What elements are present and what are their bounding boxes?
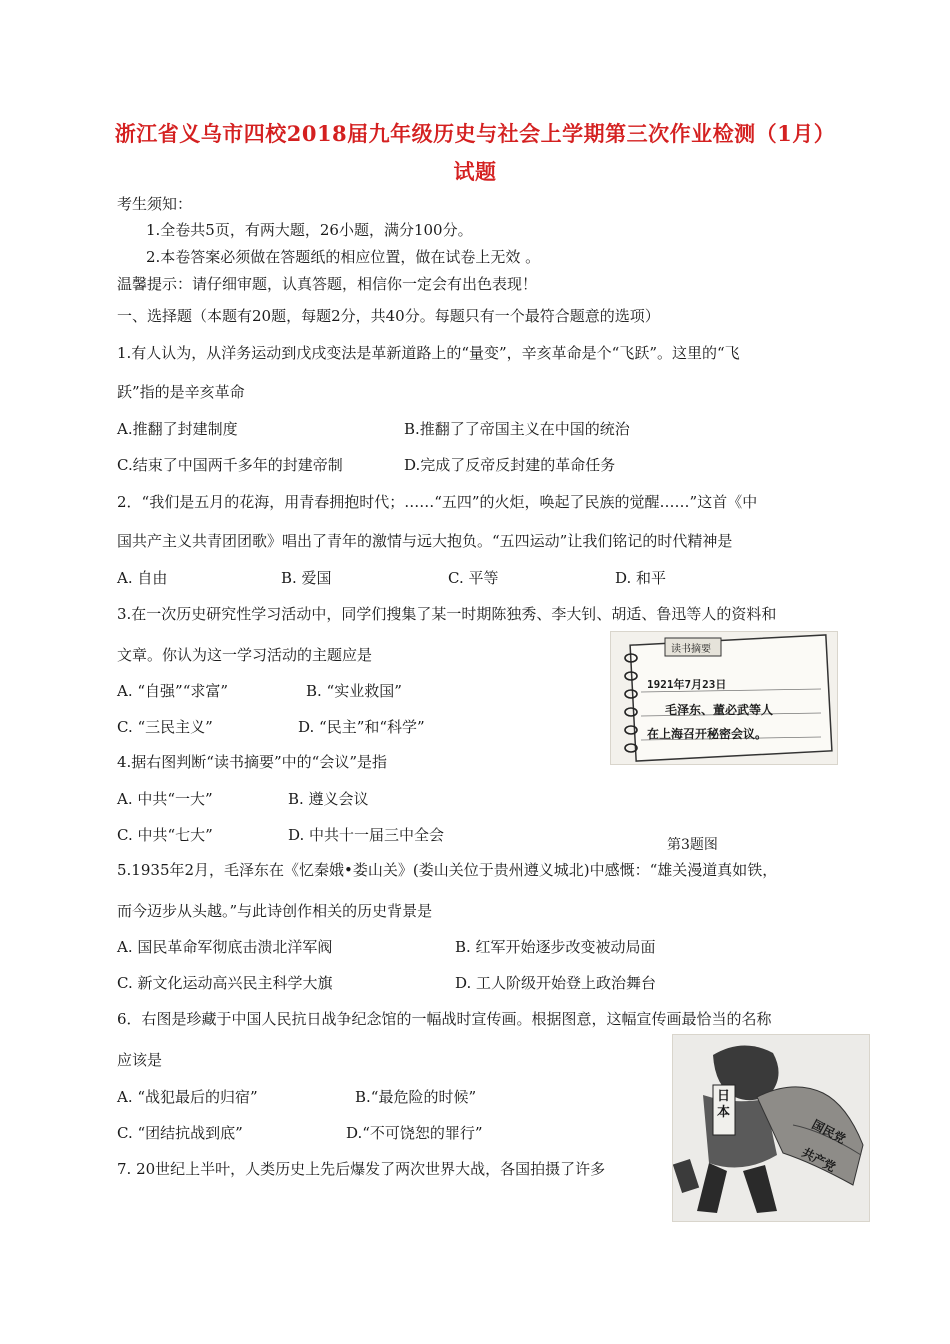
- question-2-option-a: A. 自由: [117, 569, 168, 587]
- question-6-option-d: D.“不可饶恕的罪行”: [346, 1124, 483, 1142]
- question-2-line2: 国共产主义共青团团歌》唱出了青年的激情与远大抱负。“五四运动”让我们铭记的时代精神是: [117, 532, 733, 550]
- question-1-option-d: D.完成了反帝反封建的革命任务: [404, 456, 616, 474]
- question-2-option-b: B. 爱国: [281, 569, 332, 587]
- notebook-date: 1921年7月23日: [647, 678, 727, 691]
- question-5-line2: 而今迈步从头越。”与此诗创作相关的历史背景是: [117, 902, 433, 920]
- reminder: 温馨提示：请仔细审题，认真答题，相信你一定会有出色表现！: [117, 275, 538, 293]
- notebook-tag: 读书摘要: [671, 644, 711, 655]
- poster-label-japan: 日本: [717, 1089, 731, 1120]
- notice-item-2: 2.本卷答案必须做在答题纸的相应位置，做在试卷上无效 。: [146, 248, 541, 266]
- question-7-line1: 7. 20世纪上半叶，人类历史上先后爆发了两次世界大战，各国拍摄了许多: [117, 1160, 606, 1178]
- question-1-line1: 1.有人认为，从洋务运动到戊戌变法是革新道路上的“量变”，辛亥革命是个“飞跃”。这里的“飞: [117, 344, 740, 362]
- question-4-option-a: A. 中共“一大”: [117, 790, 213, 808]
- notebook-illustration: [611, 632, 837, 764]
- poster-label-ccp: 共产党: [799, 1145, 838, 1175]
- question-5-option-d: D. 工人阶级开始登上政治舞台: [455, 974, 657, 992]
- question-5-option-a: A. 国民革命军彻底击溃北洋军阀: [117, 938, 333, 956]
- notice-item-1: 1.全卷共5页，有两大题，26小题，满分100分。: [146, 221, 473, 239]
- figure-6-poster: [672, 1034, 870, 1222]
- question-2-line1: 2．“我们是五月的花海，用青春拥抱时代；……“五四”的火炬，唤起了民族的觉醒……”这首《中: [117, 493, 758, 511]
- question-4-option-b: B. 遵义会议: [288, 790, 369, 808]
- question-6-line2: 应该是: [117, 1051, 163, 1069]
- question-6-option-c: C. “团结抗战到底”: [117, 1124, 243, 1142]
- document-title-line2: 试题: [453, 159, 497, 184]
- question-6-option-b: B.“最危险的时候”: [355, 1088, 477, 1106]
- document-title-line1: 浙江省义乌市四校2018届九年级历史与社会上学期第三次作业检测（1月）: [114, 121, 836, 146]
- question-6-line1: 6．右图是珍藏于中国人民抗日战争纪念馆的一幅战时宣传画。根据图意，这幅宣传画最恰当的名称: [117, 1010, 772, 1028]
- question-2-option-c: C. 平等: [448, 569, 499, 587]
- question-1-option-a: A.推翻了封建制度: [117, 420, 238, 438]
- question-1-line2: 跃”指的是辛亥革命: [117, 383, 245, 401]
- section-heading: 一、选择题（本题有20题，每题2分，共40分。每题只有一个最符合题意的选项）: [117, 307, 660, 325]
- question-3-line1: 3.在一次历史研究性学习活动中，同学们搜集了某一时期陈独秀、李大钊、胡适、鲁迅等人的资料和: [117, 605, 777, 623]
- question-2-option-d: D. 和平: [615, 569, 667, 587]
- notebook-text-2: 在上海召开秘密会议。: [647, 727, 768, 741]
- question-3-option-b: B. “实业救国”: [306, 682, 402, 700]
- poster-label-kmt: 国民党: [809, 1117, 848, 1147]
- figure-3-caption: 第3题图: [667, 837, 718, 853]
- question-3-line2: 文章。你认为这一学习活动的主题应是: [117, 646, 373, 664]
- question-4-line1: 4.据右图判断“读书摘要”中的“会议”是指: [117, 753, 387, 771]
- question-3-option-a: A. “自强”“求富”: [117, 682, 229, 700]
- question-4-option-d: D. 中共十一届三中全会: [288, 826, 445, 844]
- question-5-option-c: C. 新文化运动高兴民主科学大旗: [117, 974, 333, 992]
- notice-heading: 考生须知：: [117, 195, 193, 213]
- question-1-option-c: C.结束了中国两千多年的封建帝制: [117, 456, 343, 474]
- question-5-option-b: B. 红军开始逐步改变被动局面: [455, 938, 656, 956]
- question-1-option-b: B.推翻了了帝国主义在中国的统治: [404, 420, 630, 438]
- question-4-option-c: C. 中共“七大”: [117, 826, 213, 844]
- question-3-option-d: D. “民主”和“科学”: [298, 718, 425, 736]
- notebook-text-1: 毛泽东、董必武等人: [665, 703, 774, 717]
- figure-3-notebook: [610, 631, 838, 765]
- question-5-line1: 5.1935年2月，毛泽东在《忆秦娥•娄山关》(娄山关位于贵州遵义城北)中感慨：“雄关漫道真如铁，: [117, 861, 778, 879]
- question-3-option-c: C. “三民主义”: [117, 718, 213, 736]
- question-6-option-a: A. “战犯最后的归宿”: [117, 1088, 258, 1106]
